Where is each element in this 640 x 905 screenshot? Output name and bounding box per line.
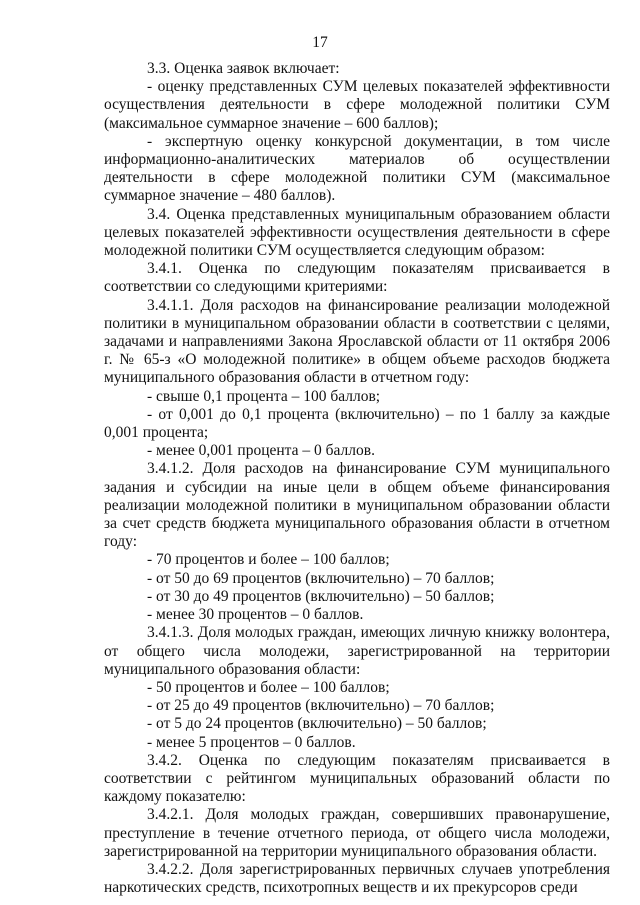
paragraph-3-4-2-1: 3.4.2.1. Доля молодых граждан, совершивших правонарушение, преступление в течение отчетного периода, от общего числа молодежи, зарегистрированной на территории муниципального образования области. [104, 806, 610, 860]
list-item: - менее 0,001 процента – 0 баллов. [147, 442, 375, 460]
list-item: - свыше 0,1 процента – 100 баллов; [147, 387, 381, 405]
paragraph-3-4-1-2: 3.4.1.2. Доля расходов на финансирование СУМ муниципального задания и субсидии на иные цели в общем объеме финансирования реализации молодежной политики в муниципальном образовании области за счет средств бюджета муниципального образования области в отчетном году: [104, 460, 610, 551]
list-item: - от 50 до 69 процентов (включительно) – 70 баллов; [147, 569, 495, 587]
paragraph-3-4-1-3: 3.4.1.3. Доля молодых граждан, имеющих личную книжку волонтера, от общего числа молодежи, зарегистрированной на территории муниципального образования области: [104, 624, 610, 678]
document-body [104, 60, 610, 897]
list-item: - менее 30 процентов – 0 баллов. [147, 606, 364, 624]
list-item: - 50 процентов и более – 100 баллов; [147, 678, 390, 696]
paragraph-3-4-1-1: 3.4.1.1. Доля расходов на финансирование реализации молодежной политики в муниципальном образовании области в соответствии с целями, задачами и направлениями Закона Ярославской области от 11 октября 2006 г. № 65-з «О молодежной политике» в общем объеме расходов бюджета муниципального образования области в отчетном году: [104, 296, 610, 387]
paragraph-expert-evaluation: - экспертную оценку конкурсной документации, в том числе информационно-аналитических материалов об осуществлении деятельности в сфере молодежной политики СУМ (максимальное суммарное значение – 480 баллов). [104, 132, 610, 205]
list-item: - от 30 до 49 процентов (включительно) – 50 баллов; [147, 587, 495, 605]
list-item: - от 25 до 49 процентов (включительно) – 70 баллов; [147, 697, 495, 715]
paragraph-3-3: 3.3. Оценка заявок включает: [147, 60, 340, 77]
list-item: - от 0,001 до 0,1 процента (включительно) – по 1 баллу за каждые 0,001 процента; [104, 405, 610, 442]
paragraph-3-4-2-2: 3.4.2.2. Доля зарегистрированных первичных случаев употребления наркотических средств, психотропных веществ и их прекурсоров среди [104, 860, 610, 897]
page-number: 17 [312, 34, 328, 51]
list-item: - менее 5 процентов – 0 баллов. [147, 733, 356, 751]
list-item: - от 5 до 24 процентов (включительно) – 50 баллов; [147, 715, 487, 733]
paragraph-target-indicators: - оценку представленных СУМ целевых показателей эффективности осуществления деятельности в сфере молодежной политики СУМ (максимальное суммарное значение – 600 баллов); [104, 78, 610, 132]
paragraph-3-4-2: 3.4.2. Оценка по следующим показателям присваивается в соответствии с рейтингом муниципальных образований области по каждому показателю: [104, 751, 610, 806]
paragraph-3-4-1: 3.4.1. Оценка по следующим показателям присваивается в соответствии со следующими критериями: [104, 260, 610, 296]
list-item: - 70 процентов и более – 100 баллов; [147, 551, 390, 569]
paragraph-3-4: 3.4. Оценка представленных муниципальным образованием области целевых показателей эффективности осуществления деятельности в сфере молодежной политики СУМ осуществляется следующим образом: [104, 205, 610, 260]
